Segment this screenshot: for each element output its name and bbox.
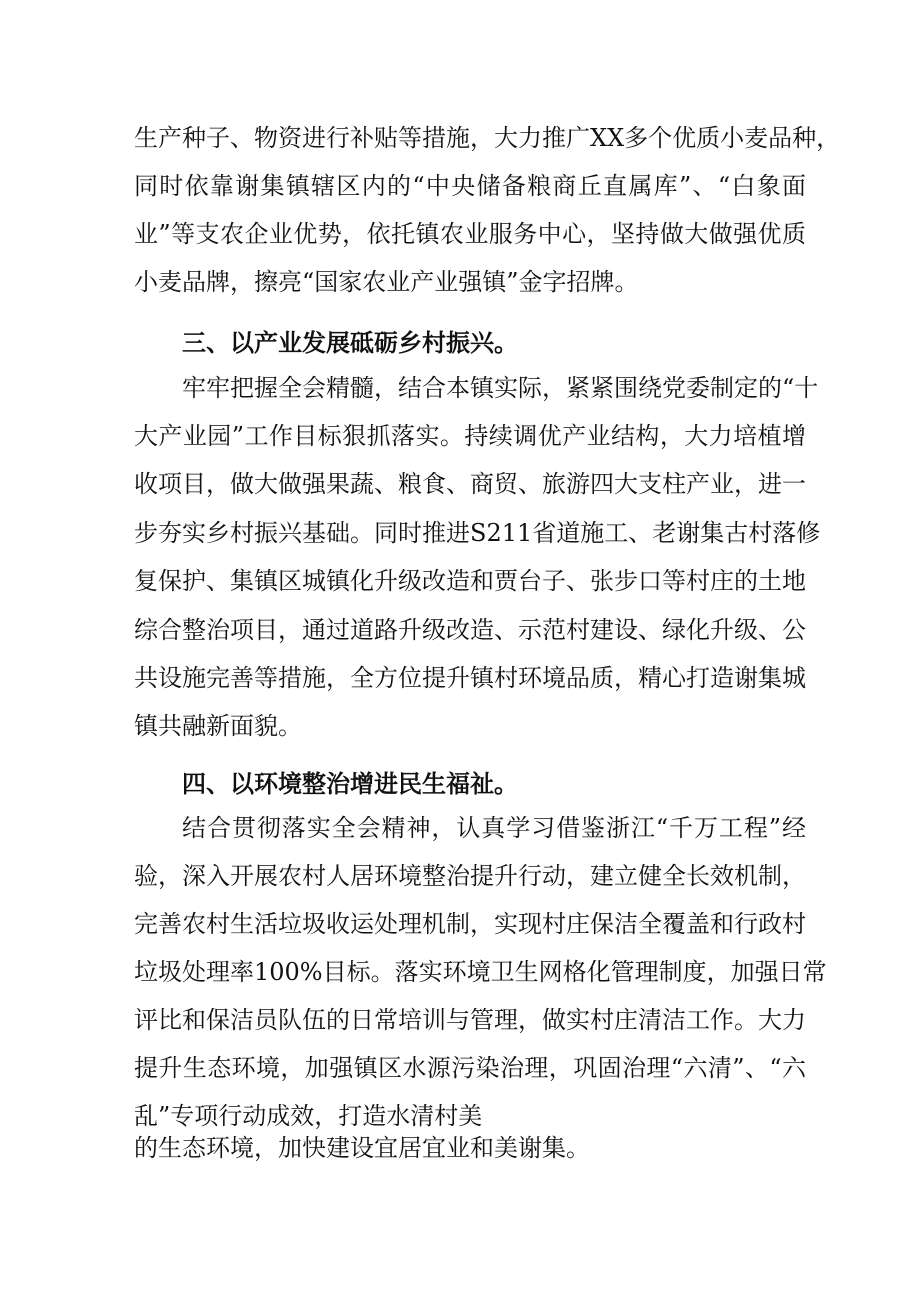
paragraph-line: 生产种子、物资进行补贴等措施，大力推广XX多个优质小麦品种，	[134, 124, 841, 152]
paragraph-line: 评比和保洁员队伍的日常培训与管理，做实村庄清洁工作。大力	[134, 1006, 806, 1034]
paragraph-line: 镇共融新面貌。	[134, 712, 302, 740]
section-heading: 四、以环境整治增进民生福祉。	[182, 770, 518, 798]
paragraph-line: 大产业园”工作目标狠抓落实。持续调优产业结构，大力培植增	[134, 422, 806, 450]
paragraph-line: 小麦品牌，擦亮“国家农业产业强镇”金字招牌。	[134, 268, 639, 296]
paragraph-line: 提升生态环境，加强镇区水源污染治理，巩固治理“六清”、“六	[134, 1054, 806, 1082]
paragraph-line: 复保护、集镇区城镇化升级改造和贾台子、张步口等村庄的土地	[134, 567, 806, 595]
paragraph-line: 完善农村生活垃圾收运处理机制，实现村庄保洁全覆盖和行政村	[134, 910, 806, 938]
paragraph-line: 共设施完善等措施，全方位提升镇村环境品质，精心打造谢集城	[134, 664, 806, 692]
paragraph-line: 业”等支农企业优势，依托镇农业服务中心，坚持做大做强优质	[134, 220, 806, 248]
paragraph-line: 收项目，做大做强果蔬、粮食、商贸、旅游四大支柱产业，进一	[134, 470, 806, 498]
paragraph-line: 结合贯彻落实全会精神，认真学习借鉴浙江“千万工程”经	[182, 814, 806, 842]
paragraph-line: 乱”专项行动成效，打造水清村美	[134, 1102, 483, 1130]
paragraph-line: 垃圾处理率100%目标。落实环境卫生网格化管理制度，加强日常	[134, 958, 827, 986]
section-heading: 三、以产业发展砥砺乡村振兴。	[182, 329, 518, 357]
paragraph-line: 的生态环境，加快建设宜居宜业和美谢集。	[134, 1134, 590, 1162]
paragraph-line: 牢牢把握全会精髓，结合本镇实际，紧紧围绕党委制定的“十	[182, 374, 819, 402]
paragraph-line: 验，深入开展农村人居环境整治提升行动，建立健全长效机制，	[134, 862, 806, 890]
paragraph-line: 综合整治项目，通过道路升级改造、示范村建设、绿化升级、公	[134, 616, 806, 644]
paragraph-line: 同时依靠谢集镇辖区内的“中央储备粮商丘直属库”、“白象面	[134, 172, 806, 200]
paragraph-line: 步夯实乡村振兴基础。同时推进S211省道施工、老谢集古村落修	[134, 519, 821, 547]
